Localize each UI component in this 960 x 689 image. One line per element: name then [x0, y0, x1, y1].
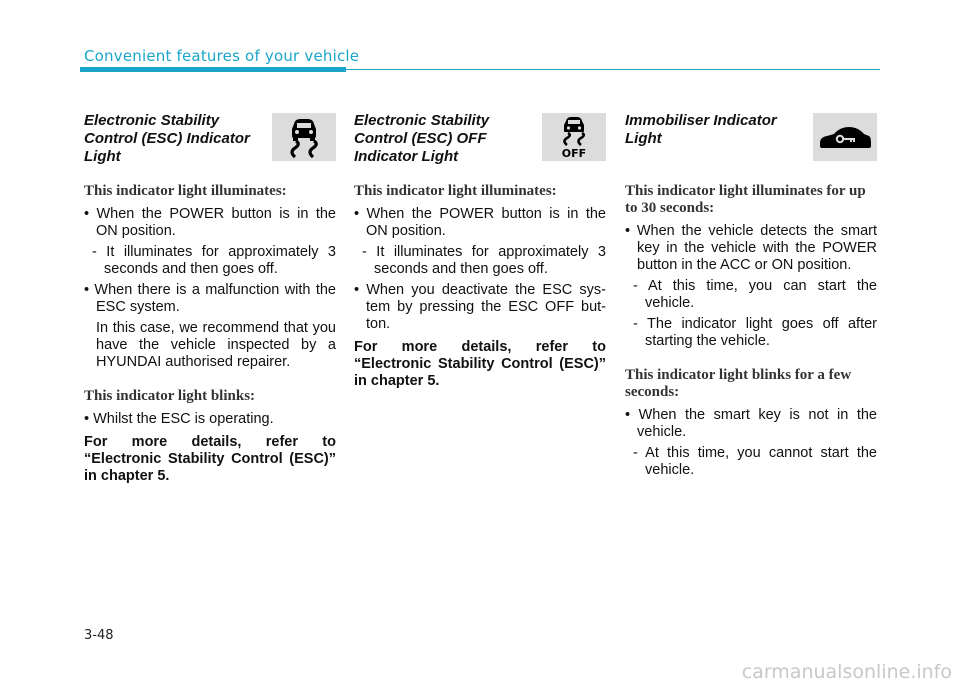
- esc-off-indicator-icon: [542, 113, 606, 161]
- subheading-blinks: This indicator light blinks for a few seconds:: [625, 367, 852, 400]
- section-header-title: Convenient features of your vehicle: [84, 47, 360, 65]
- header-rule-thick: [80, 67, 346, 72]
- page-number: 3-48: [84, 628, 114, 643]
- subheading-illuminates: This indicator light illuminates for up to 30 seconds:: [625, 183, 866, 216]
- list-item: • When the POWER button is in the ON position.: [354, 206, 606, 239]
- esc-indicator-section: [84, 112, 336, 489]
- list-item: • When there is a malfunction with the ESC system.: [84, 282, 336, 315]
- list-item: • When you deactivate the ESC sys-tem by pressing the ESC OFF but-ton.: [354, 282, 606, 332]
- list-item: • When the smart key is not in the vehicle.: [625, 407, 877, 440]
- section-title: Electronic Stability Control (ESC) Indicator Light: [84, 112, 250, 165]
- subheading-illuminates: This indicator light illuminates:: [84, 183, 287, 199]
- list-subitem: - The indicator light goes off after starting the vehicle.: [633, 316, 877, 349]
- section-title: Electronic Stability Control (ESC) OFF Indicator Light: [354, 112, 490, 165]
- section-title: Immobiliser Indicator Light: [625, 112, 777, 147]
- list-subitem: - It illuminates for approximately 3 seconds and then goes off.: [92, 244, 336, 277]
- list-item: • When the vehicle detects the smart key in the vehicle with the POWER button in the ACC or ON position.: [625, 223, 877, 273]
- reference-note: For more details, refer to “Electronic Stability Control (ESC)” in chapter 5.: [84, 434, 336, 484]
- watermark: carmanualsonline.info: [741, 661, 952, 683]
- immobiliser-indicator-section: [625, 112, 877, 483]
- list-item: • Whilst the ESC is operating.: [84, 411, 274, 427]
- paragraph: In this case, we recommend that you have the vehicle inspected by a HYUNDAI authorised repairer.: [96, 320, 336, 370]
- off-icon-text: OFF: [561, 147, 587, 159]
- list-subitem: - At this time, you cannot start the vehicle.: [633, 445, 877, 478]
- reference-note: For more details, refer to “Electronic Stability Control (ESC)” in chapter 5.: [354, 339, 606, 389]
- esc-off-indicator-section: [354, 112, 606, 394]
- list-item: • When the POWER button is in the ON position.: [84, 206, 336, 239]
- list-subitem: - At this time, you can start the vehicle.: [633, 278, 877, 311]
- immobiliser-indicator-icon: [813, 113, 877, 161]
- subheading-illuminates: This indicator light illuminates:: [354, 183, 557, 199]
- header-rule-thin: [346, 69, 880, 70]
- list-subitem: - It illuminates for approximately 3 seconds and then goes off.: [362, 244, 606, 277]
- esc-indicator-icon: [272, 113, 336, 161]
- subheading-blinks: This indicator light blinks:: [84, 388, 256, 404]
